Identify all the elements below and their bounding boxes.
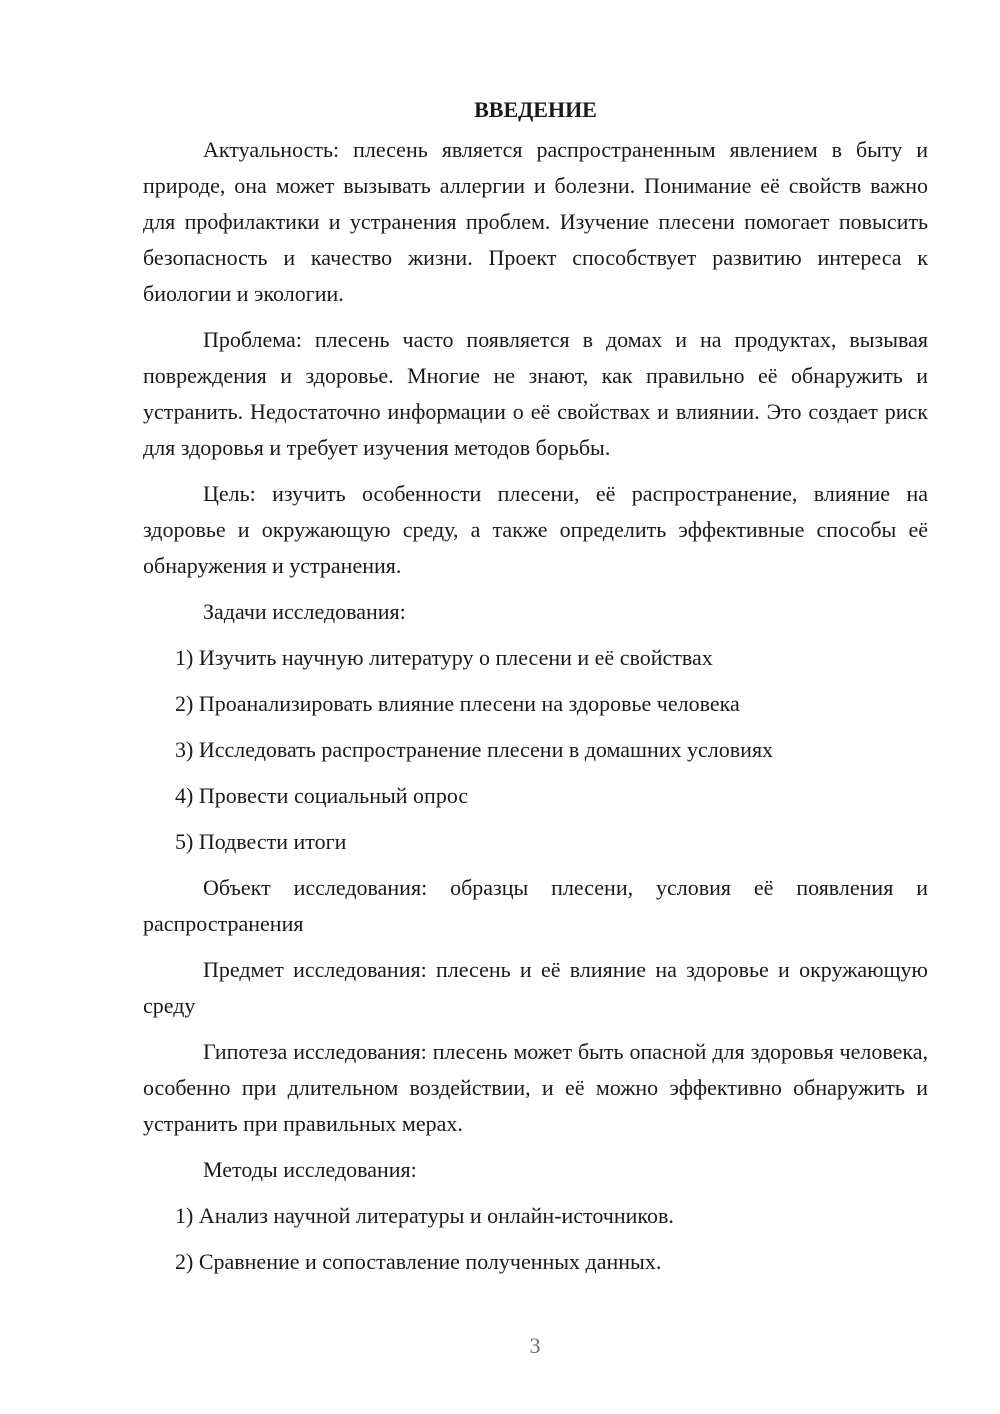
task-item-3: 3) Исследовать распространение плесени в домашних условиях <box>175 737 774 762</box>
hypothesis-paragraph: Гипотеза исследования: плесень может быть опасной для здоровья человека, особенно при длительном воздействии, и её можно эффективно обнаружить и устранить при правильных мерах. <box>143 1039 928 1136</box>
methods-list <box>143 1198 928 1280</box>
object-paragraph: Объект исследования: образцы плесени, условия её появления и распространения <box>143 875 928 936</box>
tasks-heading: Задачи исследования: <box>203 599 406 624</box>
document-page <box>143 92 928 1290</box>
tasks-list <box>143 640 928 860</box>
relevance-paragraph: Актуальность: плесень является распространенным явлением в быту и природе, она может вызывать аллергии и болезни. Понимание её свойств важно для профилактики и устранения проблем. Изучение плесени помогает повысить безопасность и качество жизни. Проект способствует развитию интереса к биологии и экологии. <box>143 137 928 306</box>
methods-heading: Методы исследования: <box>203 1157 417 1182</box>
problem-paragraph: Проблема: плесень часто появляется в домах и на продуктах, вызывая повреждения и здоровье. Многие не знают, как правильно её обнаружить и устранить. Недостаточно информации о её свойствах и влиянии. Это создает риск для здоровья и требует изучения методов борьбы. <box>143 327 928 460</box>
method-item-1: 1) Анализ научной литературы и онлайн-источников. <box>175 1203 674 1228</box>
page-number: 3 <box>529 1333 541 1358</box>
goal-paragraph: Цель: изучить особенности плесени, её распространение, влияние на здоровье и окружающую среду, а также определить эффективные способы её обнаружения и устранения. <box>143 481 928 578</box>
task-item-2: 2) Проанализировать влияние плесени на здоровье человека <box>175 691 740 716</box>
subject-paragraph: Предмет исследования: плесень и её влияние на здоровье и окружающую среду <box>143 957 928 1018</box>
page-title: ВВЕДЕНИЕ <box>474 97 597 122</box>
task-item-4: 4) Провести социальный опрос <box>175 783 469 808</box>
task-item-5: 5) Подвести итоги <box>175 829 347 854</box>
task-item-1: 1) Изучить научную литературу о плесени и её свойствах <box>175 645 713 670</box>
method-item-2: 2) Сравнение и сопоставление полученных данных. <box>175 1249 662 1274</box>
